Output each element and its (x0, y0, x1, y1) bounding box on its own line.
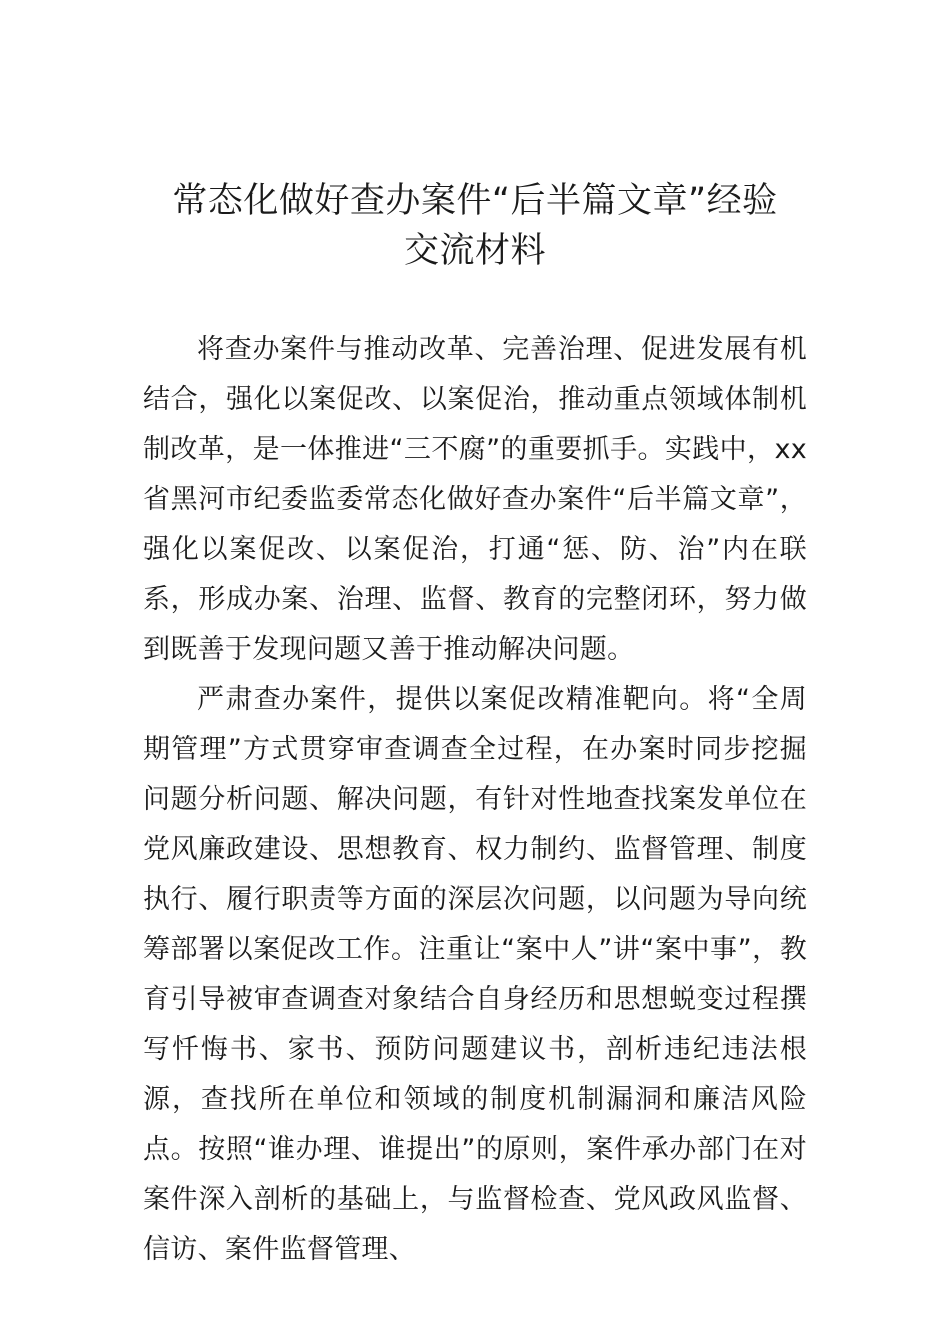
title-line-1: 常态化做好查办案件“后半篇文章”经验 (172, 181, 778, 221)
paragraph-case-handling: 严肃查办案件，提供以案促改精准靶向。将“全周期管理”方式贯穿审查调查全过程，在办案时同步挖掘问题分析问题、解决问题，有针对性地查找案发单位在党风廉政建设、思想教育、权力制约、监督管理、制度执行、履行职责等方面的深层次问题，以问题为导向统筹部署以案促改工作。注重让“案中人”讲“案中事”，教育引导被审查调查对象结合自身经历和思想蜕变过程撰写忏悔书、家书、预防问题建议书，剖析违纪违法根源，查找所在单位和领域的制度机制漏洞和廉洁风险点。按照“谁办理、谁提出”的原则，案件承办部门在对案件深入剖析的基础上，与监督检查、党风政风监督、信访、案件监督管理、 (143, 684, 807, 1265)
document-body (143, 325, 807, 1275)
title-line-2: 交流材料 (403, 231, 546, 271)
paragraph-intro: 将查办案件与推动改革、完善治理、促进发展有机结合，强化以案促改、以案促治，推动重点领域体制机制改革，是一体推进“三不腐”的重要抓手。实践中，xx省黑河市纪委监委常态化做好查办案件“后半篇文章”，强化以案促改、以案促治，打通“惩、防、治”内在联系，形成办案、治理、监督、教育的完整闭环，努力做到既善于发现问题又善于推动解决问题。 (143, 334, 807, 665)
document-title (100, 176, 850, 276)
